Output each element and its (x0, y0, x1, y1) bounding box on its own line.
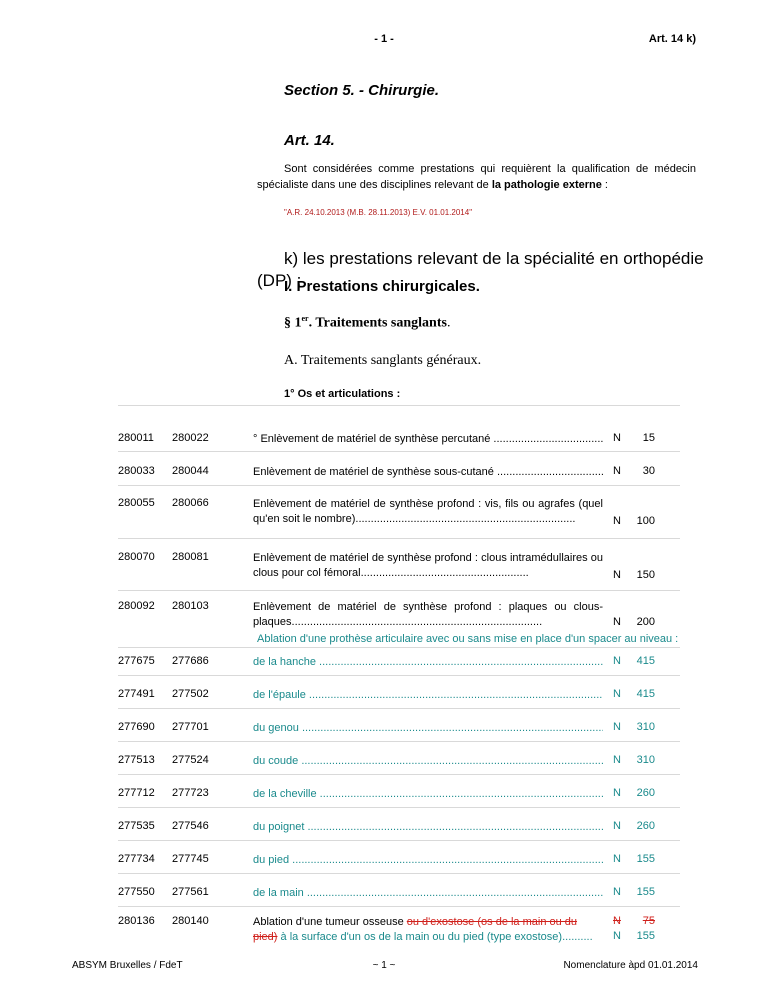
code-hospitalise: 280081 (172, 551, 209, 563)
row-value: N 155 (613, 853, 655, 865)
code-ambulant: 277491 (118, 688, 155, 700)
ablation-heading: Ablation d'une prothèse articulaire avec ou sans mise en place d'un spacer au niveau : (257, 633, 679, 645)
code-ambulant: 280055 (118, 497, 155, 509)
row-value: N 260 (613, 787, 655, 799)
code-hospitalise: 277546 (172, 820, 209, 832)
row-value: N 150 (613, 569, 655, 581)
heading-paragraph (284, 314, 450, 332)
row-description: Enlèvement de matériel de synthèse profond : vis, fils ou agrafes (quel qu'en soit le nombre)........................................................................ (253, 498, 603, 525)
row-description: du pied ..... (253, 853, 603, 868)
code-ambulant: 277535 (118, 820, 155, 832)
row-value: N 30 (613, 465, 655, 477)
code-ambulant: 280136 (118, 915, 155, 927)
code-ambulant: 277690 (118, 721, 155, 733)
specialty-title: k) les prestations relevant de la spécialité en orthopédie (DP) : (257, 249, 704, 290)
article-title: Art. 14. (284, 132, 335, 149)
row-description: de la main ..... (253, 886, 603, 901)
heading-paragraph-prefix: § 1 (284, 315, 302, 331)
intro-text-before: Sont considérées comme prestations qui requièrent la qualification de médecin spécialiste dans une des disciplines relevant de (257, 163, 696, 191)
row-description: Enlèvement de matériel de synthèse profond : plaques ou clous-plaques.................................................................................. (253, 601, 603, 628)
heading-prestations: I. Prestations chirurgicales. (284, 278, 480, 295)
heading-paragraph-text: . Traitements sanglants (308, 315, 447, 331)
code-ambulant: 280033 (118, 465, 155, 477)
row-description: du coude ..... (253, 754, 603, 769)
row-divider (118, 774, 680, 775)
code-hospitalise: 277686 (172, 655, 209, 667)
article-reference: Art. 14 k) (648, 33, 696, 45)
heading-paragraph-sup: er (301, 314, 309, 323)
page-number: - 1 - (374, 33, 394, 45)
row-divider (118, 405, 680, 406)
code-ambulant: 277675 (118, 655, 155, 667)
heading-sub: A. Traitements sanglants généraux. (284, 353, 482, 368)
row-value-new: N 155 (613, 930, 655, 942)
row-value: N 415 (613, 655, 655, 667)
row-description: de l'épaule ..... (253, 688, 603, 703)
section-title: Section 5. - Chirurgie. (284, 82, 440, 99)
code-ambulant: 280070 (118, 551, 155, 563)
code-hospitalise: 277502 (172, 688, 209, 700)
row-divider (118, 708, 680, 709)
code-hospitalise: 280044 (172, 465, 209, 477)
footer-right: Nomenclature àpd 01.01.2014 (563, 960, 698, 971)
code-hospitalise: 277561 (172, 886, 209, 898)
code-ambulant: 280011 (118, 432, 154, 444)
amendment-reference: "A.R. 24.10.2013 (M.B. 28.11.2013) E.V. 01.01.2014" (284, 208, 473, 217)
code-ambulant: 280092 (118, 600, 155, 612)
row-divider (118, 647, 680, 648)
row-divider (118, 873, 680, 874)
row-value-old: N 75 (613, 915, 655, 927)
code-ambulant: 277550 (118, 886, 155, 898)
row-divider (118, 485, 680, 486)
code-hospitalise: 280103 (172, 600, 209, 612)
row-description: de la cheville ..... (253, 787, 603, 802)
code-hospitalise: 280022 (172, 432, 209, 444)
row-value: N 15 (613, 432, 655, 444)
row-divider (118, 538, 680, 539)
row-divider (118, 590, 680, 591)
row-divider (118, 675, 680, 676)
row-value: N 260 (613, 820, 655, 832)
code-hospitalise: 277524 (172, 754, 209, 766)
row-description: de la hanche ..... (253, 655, 603, 670)
row-divider (118, 451, 680, 452)
intro-bold: la pathologie externe (491, 179, 602, 191)
footer-left: ABSYM Bruxelles / FdeT (72, 960, 183, 971)
row-value: N 100 (613, 515, 655, 527)
row-value: N 310 (613, 721, 655, 733)
row-divider (118, 741, 680, 742)
footer-center: ~ 1 ~ (372, 960, 396, 971)
row-description: ° Enlèvement de matériel de synthèse percutané ..... (253, 432, 603, 447)
code-ambulant: 277734 (118, 853, 155, 865)
row-description: Enlèvement de matériel de synthèse sous-cutané ..... (253, 465, 603, 480)
code-hospitalise: 280140 (172, 915, 209, 927)
row-value: N 310 (613, 754, 655, 766)
code-ambulant: 277712 (118, 787, 155, 799)
row-value: N 415 (613, 688, 655, 700)
code-hospitalise: 277701 (172, 721, 209, 733)
row-divider (118, 840, 680, 841)
code-hospitalise: 277745 (172, 853, 209, 865)
struck-text: ou d'exostose (os de la main ou du pied) (253, 916, 578, 943)
intro-paragraph (257, 161, 696, 193)
row-value: N 200 (613, 616, 655, 628)
row-description: du genou ..... (253, 721, 603, 736)
code-ambulant: 277513 (118, 754, 155, 766)
row-description: du poignet ..... (253, 820, 603, 835)
row-description: Ablation d'une tumeur osseuse ou d'exostose (os de la main ou du pied) à la surface d'un os de la main ou du pied (type exostose).......... (253, 916, 593, 943)
row-divider (118, 906, 680, 907)
code-hospitalise: 277723 (172, 787, 209, 799)
new-text: à la surface d'un os de la main ou du pied (type exostose) (277, 931, 563, 943)
row-value: N 155 (613, 886, 655, 898)
row-divider (118, 807, 680, 808)
row-description: Enlèvement de matériel de synthèse profond : clous intramédullaires ou clous pour col fémoral....................................................... (253, 552, 603, 579)
heading-os-articulations: 1° Os et articulations : (284, 388, 401, 400)
code-hospitalise: 280066 (172, 497, 209, 509)
intro-text-after: : (601, 179, 608, 191)
heading-paragraph-dot: . (446, 315, 451, 331)
